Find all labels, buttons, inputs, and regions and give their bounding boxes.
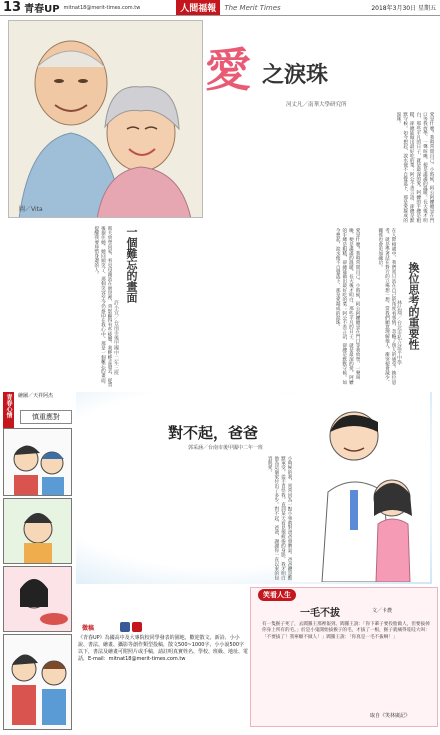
thinking-body: 在人際相處中，我們常只站在自己的角度看事情，忽略了別人的感受。換位思考，就是學著站在對方的立場想一想。當我們願意理解他人，衝突便會減少，關係也會更加融洽。 <box>377 228 396 385</box>
humor-title: 一毛不拔 <box>300 608 340 619</box>
line-icon <box>132 622 142 632</box>
social-icons <box>120 622 142 632</box>
comic-panel-2 <box>3 498 72 564</box>
humor-author: 文／卡農 <box>372 608 393 614</box>
dad-body: 小時候的我，常常因為一點小事就對爸爸發脾氣。爸爸總是默默承受，從不責怪我。直到某天看見他疲倦的身影，我才明白他為這個家付出了多少。對不起，爸爸，謝謝你一直以來的包容與愛。 <box>267 456 292 581</box>
comic-credit: 繪圖／天祥阿杰 <box>18 393 54 399</box>
feature-title-rest: 之淚珠 <box>262 62 329 88</box>
comic-panel-3 <box>3 566 72 632</box>
memory-byline: 許小宜／台南市後甲國中二年三班 <box>113 300 119 375</box>
humor-body: 有一隻猴子死了，去閻羅王那裡報到。閻羅王說：「你下輩子要投胎做人，但要拔掉你身上所有的毛。」於是小鬼開始拔猴子的毛，才拔了一根，猴子就痛得哇哇大叫：「不要拔了！我寧願不做人！」閻羅王說：「你真是一毛不拔啊！」 <box>262 622 430 640</box>
page-header <box>0 0 440 16</box>
comic-panel-1 <box>3 428 72 496</box>
humor-source: 取自《笑林廣記》 <box>370 713 411 719</box>
feature-body-bottom: 愛是什麼？我時常問自己。小時候，阿公阿嬤總是在門口等我放學，一聲叫喚，便是滿滿的溫暖。長大後才明白，那些平凡的日子，就是最深的愛。阿嬤的手總是粗糙，卻總能做出最好吃的菜；阿公不善言語，卻總是默默守候。如今想起，淚水便不自覺落下，那是愛凝成的淚珠。 <box>335 228 360 385</box>
issue-date: 2018年3月30日 星期五 <box>371 5 436 12</box>
humor-box <box>250 587 438 727</box>
submission-tag: 徵稿 <box>82 625 95 632</box>
feature-body-top: 愛是什麼？我時常問自己。小時候，阿公阿嬤總是在門口等我放學，一聲叫喚，便是滿滿的溫暖。長大後才明白，那些平凡的日子，就是最深的愛。阿嬤的手總是粗糙，卻總能做出最好吃的菜；阿公不善言語，卻總是默默守候。如今想起，淚水便不自覺落下，那是愛凝成的淚珠。 <box>396 112 434 223</box>
section-email: mitnat18@merit-times.com.tw <box>63 4 141 11</box>
submission-notice: 《青春UP》為國高中及大專院校同學發表的園地，歡迎散文、新詩、小小說、書法、繪畫、攝影等創作類型投稿，散文500~1000字、小小說500字以下，書法及繪畫可附照片或手稿，請註明真實姓名、學校、班級、地址、電話，E-mail：mitnat18@merit-times.com.tw <box>78 635 249 662</box>
feature-title-big: 愛 <box>205 43 251 97</box>
grandparents-painting <box>8 20 203 218</box>
dad-byline: 郭采涵／台南市後甲國中二年一班 <box>188 445 264 451</box>
comic-section-tab: 青春心情 <box>3 392 14 430</box>
comic-title: 慎重應對 <box>20 410 72 424</box>
newspaper-logo: 人間福報 <box>176 0 220 15</box>
painting-credit: 圖／Vita <box>19 206 43 213</box>
father-daughter-illustration <box>292 392 430 582</box>
page-number: 13 <box>3 0 22 15</box>
facebook-icon <box>120 622 130 632</box>
humor-box-label: 笑看人生 <box>258 589 296 601</box>
newspaper-name-en: The Merit Times <box>224 3 281 12</box>
feature-byline: 河丈凡／南華大學研究所 <box>286 102 347 108</box>
section-name: 青春UP <box>24 4 60 15</box>
memory-body: 那天放學回家，看見母親站在廚房裡，背影顯得有些疲憊。我輕輕走過去，從背後抱住她，她回頭笑了，那個笑容至今仍烙印在我心中。那是一個難忘的畫面，提醒我要珍惜身邊的人。 <box>93 226 112 387</box>
dad-title: 對不起，爸爸 <box>168 424 259 442</box>
memory-title: 一個難忘的畫面 <box>125 226 138 303</box>
comic-panel-4 <box>3 634 72 730</box>
thinking-byline: 林弘翔／台北市私立延平中學 <box>396 300 402 365</box>
thinking-title: 換位思考的重要性 <box>407 262 420 350</box>
